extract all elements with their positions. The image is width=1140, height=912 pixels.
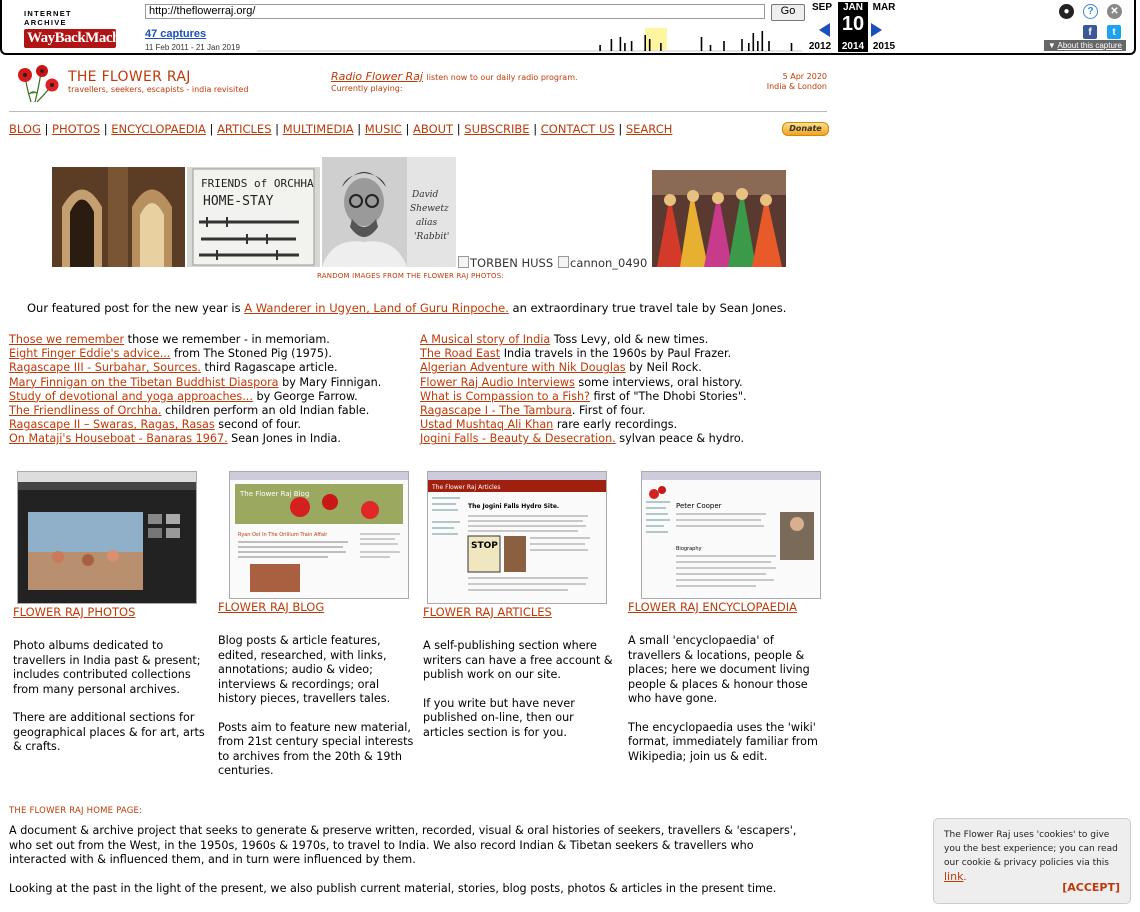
sparkline-bar <box>644 35 646 51</box>
next-capture-arrow-icon[interactable] <box>871 23 882 37</box>
list-item-link[interactable]: Mary Finnigan on the Tibetan Buddhist Diaspora <box>9 375 279 389</box>
about-capture-label: About this capture <box>1057 41 1122 50</box>
close-icon[interactable]: ✕ <box>1107 4 1122 19</box>
home-page-title: THE FLOWER RAJ HOME PAGE: <box>9 806 143 816</box>
list-item-link[interactable]: Algerian Adventure with Nik Douglas <box>420 361 626 375</box>
about-capture-button[interactable]: ▼ About this capture <box>1044 40 1126 51</box>
section-photos-desc <box>13 639 208 769</box>
date-block <box>700 72 827 92</box>
list-item-link[interactable]: The Road East <box>420 347 501 361</box>
help-icon[interactable]: ? <box>1083 4 1098 19</box>
list-item-text: by George Farrow. <box>252 389 358 403</box>
thumb-ency-title: Peter Cooper <box>676 502 722 510</box>
featured-after: an extraordinary true travel tale by Sean Jones. <box>508 301 787 315</box>
list-item-link[interactable]: On Mataji's Houseboat - Banaras 1967. <box>9 432 228 446</box>
broken-image-icon <box>458 256 469 268</box>
nav-multimedia[interactable]: MULTIMEDIA <box>282 122 354 136</box>
list-item <box>420 404 747 418</box>
featured-link[interactable]: A Wanderer in Ugyen, Land of Guru Rinpoche. <box>244 301 509 315</box>
list-item <box>420 376 747 390</box>
wayback-logo[interactable] <box>24 9 138 46</box>
list-item-link[interactable]: Ragascape II – Swaras, Ragas, Rasas <box>9 418 215 432</box>
sparkline-bar <box>723 41 725 51</box>
list-item-link[interactable]: Eight Finger Eddie's advice... <box>9 347 171 361</box>
section-photos-title[interactable]: FLOWER RAJ PHOTOS <box>13 605 136 619</box>
list-item <box>9 404 381 418</box>
month-current-label: JAN <box>842 2 863 13</box>
wayback-logo-main: WayBackMachine <box>24 29 116 48</box>
section-encyclopaedia-desc <box>628 634 826 778</box>
year-prev[interactable]: 2012 <box>808 41 832 52</box>
list-item-text: rare early recordings. <box>553 418 678 432</box>
random-photo-costumes[interactable] <box>652 170 786 267</box>
random-photo-homestay-sign[interactable] <box>187 167 320 267</box>
radio-description: listen now to our daily radio program. <box>426 73 578 82</box>
list-item <box>420 390 747 404</box>
portrait-note-3: alias <box>416 218 438 228</box>
links-right-column <box>420 333 747 447</box>
main-nav: BLOG | PHOTOS | ENCYCLOPAEDIA | ARTICLES | MULTIMEDIA | MUSIC | ABOUT | SUBSCRIBE | CONTACT US | SEARCH <box>9 122 673 136</box>
list-item <box>9 347 381 361</box>
year-next[interactable]: 2015 <box>872 41 896 52</box>
thumb-blog-header: The Flower Raj Blog <box>240 490 310 498</box>
location: India & London <box>766 82 827 91</box>
prev-capture-arrow-icon[interactable] <box>819 23 830 37</box>
list-item <box>9 333 381 347</box>
broken-image-torben[interactable] <box>458 256 553 270</box>
section-photos-p2: There are additional sections for geographical places & for art, arts & crafts. <box>13 711 205 753</box>
list-item-text: some interviews, oral history. <box>574 375 743 389</box>
featured-post <box>27 301 786 315</box>
sparkline-current-highlight <box>645 28 667 50</box>
list-item-text: children perform an old Indian fable. <box>161 404 370 418</box>
nav-photos[interactable]: PHOTOS <box>52 122 101 136</box>
month-prev[interactable]: SEP <box>811 2 832 13</box>
sparkline-bar <box>624 43 626 51</box>
section-articles-title[interactable]: FLOWER RAJ ARTICLES <box>423 605 552 619</box>
list-item-text: . First of four. <box>571 404 646 418</box>
sparkline-bar <box>649 39 651 51</box>
list-item <box>420 418 747 432</box>
year-current: 2014 <box>841 41 865 52</box>
header-divider <box>9 111 827 112</box>
list-item <box>9 390 381 404</box>
list-item-text: by Mary Finnigan. <box>278 375 382 389</box>
list-item-link[interactable]: Study of devotional and yoga approaches... <box>9 389 253 403</box>
section-blog-p2: Posts aim to feature new material, from 21st century special interests to archives from the 20th & 19th centuries. <box>218 720 414 777</box>
thumb-articles-post: The Jogini Falls Hydro Site. <box>468 503 560 510</box>
sparkline-bar <box>599 45 601 51</box>
nav-encyclopaedia[interactable]: ENCYCLOPAEDIA <box>111 122 206 136</box>
list-item-text: second of four. <box>214 418 302 432</box>
list-item-text: those we remember - in memoriam. <box>124 333 330 346</box>
sparkline-bar <box>710 45 712 51</box>
day-current: 10 <box>841 13 865 35</box>
wayback-calendar <box>807 2 902 52</box>
list-item-link[interactable]: Ragascape I - The Tambura <box>420 404 572 418</box>
flower-logo-icon[interactable] <box>11 64 61 104</box>
currently-playing: Currently playing: <box>331 84 403 93</box>
nav-blog[interactable]: BLOG <box>9 122 41 136</box>
month-next[interactable]: MAR <box>872 2 896 13</box>
sparkline-bar <box>620 37 622 51</box>
list-item-text: from The Stoned Pig (1975). <box>170 347 332 361</box>
nav-about[interactable]: ABOUT <box>413 122 454 136</box>
nav-search[interactable]: SEARCH <box>625 122 673 136</box>
current-date: 5 Apr 2020 <box>782 72 827 81</box>
random-images-caption: RANDOM IMAGES FROM THE FLOWER RAJ PHOTOS: <box>317 272 504 280</box>
cookie-policy-link[interactable]: link <box>944 870 964 883</box>
list-item-text: by Neil Rock. <box>625 361 702 375</box>
sparkline-bar <box>757 41 759 51</box>
featured-before: Our featured post for the new year is <box>27 301 245 315</box>
list-item-text: sylvan peace & hydro. <box>615 432 745 446</box>
nav-contact[interactable]: CONTACT US <box>540 122 615 136</box>
sparkline-bar <box>631 41 633 51</box>
home-paragraph-2: Looking at the past in the light of the present, we also publish current material, stories, blog posts, photos & articles in the present time. <box>9 882 777 895</box>
section-blog-p1: Blog posts & article features, edited, researched, with links, annotations; audio & video; interviews & recordings; oral history pieces, travellers tales. <box>218 634 391 705</box>
section-encyclopaedia-p1: A small 'encyclopaedia' of travellers & locations, people & places; here we document living people & places & honour those who have gone. <box>628 634 810 705</box>
list-item-link[interactable]: Flower Raj Audio Interviews <box>420 375 575 389</box>
list-item-text: Sean Jones in India. <box>227 432 341 446</box>
section-photos-p1: Photo albums dedicated to travellers in India past & present; includes contributed collections from many personal archives. <box>13 639 201 696</box>
wayback-url-input[interactable]: http://theflowerraj.org/ <box>145 4 765 19</box>
facebook-icon[interactable]: f <box>1083 25 1097 39</box>
list-item <box>9 432 381 446</box>
list-item <box>420 333 747 347</box>
list-item-link[interactable]: What is Compassion to a Fish? <box>420 389 590 403</box>
nav-subscribe[interactable]: SUBSCRIBE <box>464 122 530 136</box>
portrait-note-2: Shewetz <box>410 204 449 214</box>
portrait-note-1: David <box>412 190 439 200</box>
thumb-ency-sub: Biography <box>676 546 702 552</box>
cookie-end: . <box>963 873 967 883</box>
broken-image-icon <box>558 256 569 268</box>
wayback-captures[interactable] <box>145 28 206 40</box>
broken-image-cannon[interactable] <box>558 256 647 270</box>
cookie-notice <box>933 818 1131 904</box>
sparkline-bar <box>768 41 770 51</box>
twitter-icon[interactable]: t <box>1107 25 1121 39</box>
list-item-link[interactable]: Ustad Mushtaq Ali Khan <box>420 418 554 432</box>
sparkline-bar <box>611 39 613 51</box>
thumb-articles-header: The Flower Raj Articles <box>432 484 501 491</box>
donate-button[interactable]: Donate <box>782 122 829 136</box>
section-blog-title[interactable]: FLOWER RAJ BLOG <box>218 600 325 614</box>
cookie-accept-button[interactable]: [ACCEPT] <box>1062 881 1120 894</box>
sparkline-bar <box>660 43 662 51</box>
wayback-range: 11 Feb 2011 - 21 Jan 2019 <box>145 43 240 52</box>
sparkline-bar <box>753 33 755 51</box>
section-encyclopaedia-title[interactable]: FLOWER RAJ ENCYCLOPAEDIA <box>628 600 798 614</box>
list-item-link[interactable]: Jogini Falls - Beauty & Desecration. <box>420 432 616 446</box>
wayback-logo-top: INTERNET ARCHIVE <box>24 9 72 27</box>
thumb-photos[interactable] <box>17 471 197 604</box>
thumb-articles-stop: STOP <box>471 541 498 551</box>
thumb-blog[interactable] <box>229 471 409 599</box>
list-item <box>420 347 747 361</box>
sign-line-1: FRIENDS of ORCHHA <box>201 177 314 190</box>
captures-link[interactable]: 47 captures <box>145 28 207 40</box>
list-item-link[interactable]: A Musical story of India <box>420 333 551 346</box>
list-item <box>420 432 747 446</box>
thumb-articles[interactable] <box>427 471 607 604</box>
links-left-column <box>9 333 381 447</box>
sparkline-bar <box>791 43 793 51</box>
nav-articles[interactable]: ARTICLES <box>217 122 272 136</box>
sparkline-bar <box>762 31 764 51</box>
random-photo-arches[interactable] <box>52 167 185 267</box>
thumb-encyclopaedia[interactable] <box>641 471 821 599</box>
cookie-text: The Flower Raj uses 'cookies' to give you the best experience; you can read our cookie & privacy policies via this <box>944 830 1118 868</box>
wayback-go-button[interactable]: Go <box>771 4 805 21</box>
site-tagline: travellers, seekers, escapists - india revisited <box>68 85 249 94</box>
list-item-link[interactable]: Ragascape III - Surbahar, Sources. <box>9 361 201 375</box>
portrait-note-4: 'Rabbit' <box>414 232 450 242</box>
list-item-text: third Ragascape article. <box>200 361 338 375</box>
list-item-link[interactable]: The Friendliness of Orchha. <box>9 404 162 418</box>
list-item <box>9 361 381 375</box>
list-item-text: India travels in the 1960s by Paul Frazer. <box>500 347 732 361</box>
sparkline-bar <box>741 39 743 51</box>
list-item <box>9 376 381 390</box>
sparkline-bar <box>701 37 703 51</box>
broken-image-alt-1: TORBEN HUSS <box>470 256 554 270</box>
radio-link[interactable]: Radio Flower Raj <box>331 70 423 83</box>
random-photo-portrait[interactable] <box>322 157 456 267</box>
section-articles-p1: A self-publishing section where writers can have a free account & publish work on our site. <box>423 639 613 681</box>
section-encyclopaedia-p2: The encyclopaedia uses the 'wiki' format, immediately familiar from Wikipedia; join us & edit. <box>628 720 818 763</box>
section-articles-p2: If you write but have never published on-line, then our articles section is for you. <box>423 696 575 739</box>
site-title[interactable]: THE FLOWER RAJ <box>68 69 191 85</box>
user-icon[interactable]: ● <box>1059 4 1074 19</box>
sign-line-2: HOME-STAY <box>203 194 274 209</box>
list-item-text: Toss Levy, old & new times. <box>550 333 709 346</box>
nav-music[interactable]: MUSIC <box>364 122 402 136</box>
sparkline-bar <box>748 43 750 51</box>
month-current <box>838 2 868 52</box>
list-item-text: first of "The Dhobi Stories". <box>590 389 747 403</box>
section-blog-desc <box>218 634 416 793</box>
wayback-toolbar <box>0 0 1136 55</box>
thumb-blog-post: Ryan Ost In The Orillium Train Affair <box>238 532 328 538</box>
broken-image-alt-2: cannon_0490 <box>570 256 648 270</box>
home-paragraph-1: A document & archive project that seeks to generate & preserve written, recorded, visual & oral histories of seekers, travellers & 'escapers', who set out from the West, in the 1950s, 1960s & 1970s, to travel to India. We also record Indian & Tibetan seekers & travellers who interacted with & influenced them, and in turn were influenced by them. <box>9 824 797 866</box>
list-item <box>9 418 381 432</box>
list-item-link[interactable]: Those we remember <box>9 333 125 346</box>
list-item <box>420 361 747 375</box>
radio-banner <box>331 70 578 83</box>
section-articles-desc <box>423 639 615 754</box>
wayback-sparkline[interactable] <box>257 24 802 52</box>
